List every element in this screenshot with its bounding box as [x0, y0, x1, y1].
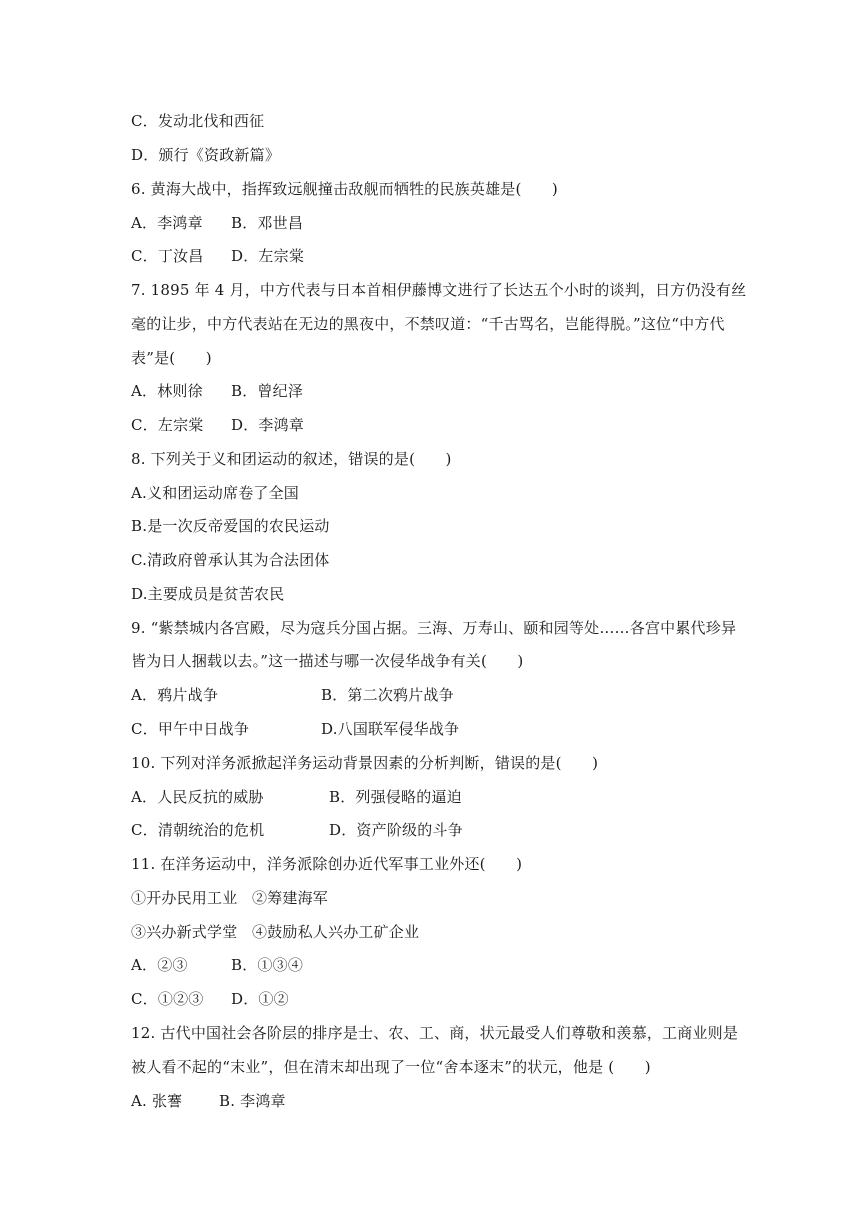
q7-option-a: A．林则徐	[131, 382, 203, 400]
q8-stem: 8. 下列关于义和团运动的叙述，错误的是( )	[131, 450, 452, 468]
q9-options-cd	[131, 719, 741, 739]
q7-stem-line3: 表”是( )	[131, 349, 212, 367]
q8-option-c: C.清政府曾承认其为合法团体	[131, 551, 330, 569]
q12-option-a: A. 张謇	[131, 1092, 183, 1110]
q11-options-ab	[131, 955, 741, 975]
q10-options-ab	[131, 787, 741, 807]
q7-stem-line1: 7. 1895 年 4 月，中方代表与日本首相伊藤博文进行了长达五个小时的谈判，日方仍没有丝	[131, 281, 747, 299]
q5-option-d: D．颁行《资政新篇》	[131, 146, 281, 164]
q11-items-34	[131, 922, 741, 942]
q6-stem: 6. 黄海大战中，指挥致远舰撞击敌舰而牺牲的民族英雄是( )	[131, 180, 558, 198]
q11-option-d: D．①②	[231, 990, 289, 1008]
q10-stem: 10. 下列对洋务派掀起洋务运动背景因素的分析判断，错误的是( )	[131, 754, 599, 772]
q7-option-b: B．曾纪泽	[231, 382, 304, 400]
q10-option-a: A．人民反抗的威胁	[131, 788, 264, 806]
q7-options-ab	[131, 381, 741, 401]
q10-option-b: B．列强侵略的逼迫	[329, 788, 462, 806]
q7-option-d: D．李鸿章	[231, 416, 305, 434]
q9-option-b: B．第二次鸦片战争	[321, 686, 454, 704]
q11-item-4: ④鼓励私人兴办工矿企业	[252, 923, 420, 941]
q12-option-b: B. 李鸿章	[219, 1092, 286, 1110]
q11-item-1: ①开办民用工业	[131, 889, 238, 907]
q9-stem-line2: 皆为日人捆载以去。”这一描述与哪一次侵华战争有关( )	[131, 652, 524, 670]
q10-option-c: C．清朝统治的危机	[131, 821, 265, 839]
q6-option-c: C．丁汝昌	[131, 247, 204, 265]
q11-stem: 11. 在洋务运动中，洋务派除创办近代军事工业外还( )	[131, 855, 523, 873]
q7-stem-line2: 毫的让步，中方代表站在无边的黑夜中，不禁叹道：“千古骂名，岂能得脱。”这位“中方代	[131, 315, 725, 333]
q9-options-ab	[131, 685, 741, 705]
q6-option-a: A．李鸿章	[131, 214, 203, 232]
q9-option-a: A．鸦片战争	[131, 686, 219, 704]
q10-option-d: D．资产阶级的斗争	[329, 821, 463, 839]
q6-option-d: D．左宗棠	[231, 247, 305, 265]
q11-item-2: ②筹建海军	[252, 889, 329, 907]
q11-option-b: B．①③④	[231, 956, 304, 974]
q6-option-b: B．邓世昌	[231, 214, 304, 232]
q12-stem-line2: 被人看不起的“末业”，但在清末却出现了一位“舍本逐末”的状元，他是 ( )	[131, 1058, 651, 1076]
q6-options-cd	[131, 246, 741, 266]
q12-stem-line1: 12. 古代中国社会各阶层的排序是士、农、工、商，状元最受人们尊敬和羡慕，工商业则是	[131, 1024, 739, 1042]
q11-item-3: ③兴办新式学堂	[131, 923, 238, 941]
q8-option-a: A.义和团运动席卷了全国	[131, 484, 300, 502]
q9-stem-line1: 9. “紫禁城内各宫殿，尽为寇兵分国占据。三海、万寿山、颐和园等处……各宫中累代珍异	[131, 619, 737, 637]
q9-option-d: D.八国联军侵华战争	[321, 720, 460, 738]
q11-options-cd	[131, 989, 741, 1009]
q10-options-cd	[131, 820, 741, 840]
q11-option-c: C．①②③	[131, 990, 204, 1008]
q7-options-cd	[131, 415, 741, 435]
q7-option-c: C．左宗棠	[131, 416, 204, 434]
q6-options-ab	[131, 213, 741, 233]
q9-option-c: C．甲午中日战争	[131, 720, 250, 738]
q5-option-c: C．发动北伐和西征	[131, 112, 265, 130]
q11-option-a: A．②③	[131, 956, 188, 974]
q12-options-ab	[131, 1091, 741, 1111]
q11-items-12	[131, 888, 741, 908]
q8-option-d: D.主要成员是贫苦农民	[131, 585, 285, 603]
q8-option-b: B.是一次反帝爱国的农民运动	[131, 517, 330, 535]
